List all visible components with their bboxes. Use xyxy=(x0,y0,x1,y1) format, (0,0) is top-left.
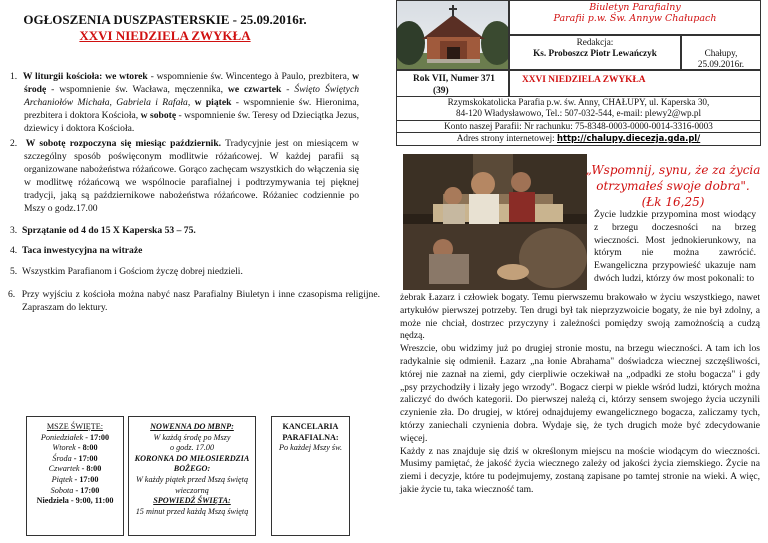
office-title: KANCELARIA PARAFIALNA: xyxy=(282,422,339,442)
nowenna-title: NOWENNA DO MBNP: xyxy=(150,422,234,431)
church-photo xyxy=(396,0,509,70)
mass-row: Środa - 17:00 xyxy=(52,453,98,463)
confession-text: 15 minut przed każdą Mszą świętą xyxy=(135,506,249,516)
issue-date: 25.09.2016r. xyxy=(697,59,745,69)
announcement-heading: W sobotę rozpoczyna się miesiąc październik. xyxy=(25,138,222,149)
announcement-text: - wspomnienie św. Teresy od Dzieciątka Jezus, dziewicy i doktora Kościoła. xyxy=(24,110,359,134)
announcement-text: , xyxy=(187,97,195,108)
announcement-number: 3. xyxy=(10,225,18,236)
announcement-3 xyxy=(10,224,359,237)
announcement-1 xyxy=(10,70,359,135)
announcement-5 xyxy=(10,265,359,278)
quote-reference: (Łk 16,25) xyxy=(641,195,705,209)
website-link[interactable]: http://chalupy.diecezja.gda.pl/ xyxy=(557,133,701,143)
editor-box xyxy=(509,35,681,70)
announcement-heading: Sprzątanie od 4 do 15 X Kaperska 53 – 75. xyxy=(22,225,196,236)
bulletin-name xyxy=(509,0,761,35)
announcement-day: we czwartek xyxy=(227,84,282,95)
announcement-text: - wspomnienie św. Wincentego à Paulo, prezbitera, xyxy=(147,71,353,82)
nowenna-time: o godz. 17.00 xyxy=(169,443,215,453)
office-text: Po każdej Mszy św. xyxy=(278,443,343,453)
announcement-6 xyxy=(8,288,380,314)
masses-box xyxy=(26,416,124,536)
mass-row: Piątek - 17:00 xyxy=(51,474,99,484)
church-icon xyxy=(397,1,509,70)
reflection-paragraph: Każdy z nas znajduje się dziś w określonym miejscu na moście wiodącym do wieczności. Musimy pamiętać, że jakość życia wiecznego zależy od jakości życia ziemskiego. Życie na ziemi i decyzje, które tu podejmujemy, zostaną zapisane po tamtej stronie na wieki. A więc, jakie życie tu, taka wieczność tam. xyxy=(400,445,760,495)
announcement-day: w piątek xyxy=(194,97,232,108)
chaplet-title: KORONKA DO MIŁOSIERDZIA BOŻEGO: xyxy=(134,453,250,474)
announcement-number: 5. xyxy=(10,266,18,277)
issue-week: (39) xyxy=(433,86,449,96)
reflection-intro xyxy=(594,209,756,286)
bulletin-line2: Parafii p.w. Św. Annyw Chałupach xyxy=(553,13,717,24)
parish-contact: 84-120 Władysławowo, Tel.: 507-032-544, e-mail: plewy2@wp.pl xyxy=(455,108,702,118)
mass-sunday: Niedziela - 9:00, 11:00 xyxy=(36,496,114,506)
feast-name: Święto Świętych Archaniołów Michała, Gabriela i Rafała xyxy=(24,84,359,108)
announcement-text: Wszystkim Parafianom i Gościom życzę dobrej niedzieli. xyxy=(22,266,243,277)
issue-box xyxy=(396,70,509,97)
gospel-quote xyxy=(578,162,768,210)
announcement-4 xyxy=(10,244,359,257)
devotions-box xyxy=(128,416,256,536)
announcement-number: 1. xyxy=(10,71,18,82)
masses-title: MSZE ŚWIĘTE: xyxy=(46,422,104,431)
reflection-paragraph: żebrak Łazarz i człowiek bogaty. Temu pierwszemu brakowało w życiu wszystkiego, nawet artykułów pierwszej potrzeby. Ten drugi był tak nieprzyzwoicie bogaty, że nie był zdolny, a może nie chciał, dostrzec przyczyny i zależności pomiędzy swoją zamożnością a cudzą nędzą. xyxy=(400,292,760,342)
issue-number: Rok VII, Numer 371 xyxy=(413,74,495,84)
painting-icon xyxy=(403,154,587,290)
quote-line1: „Wspomnij, synu, że za życia xyxy=(585,163,761,177)
announcement-heading: Taca inwestycyjna na witraże xyxy=(22,245,143,256)
account-info xyxy=(396,121,761,133)
reflection-paragraph: Wreszcie, obu widzimy już po drugiej stronie mostu, na brzegu wieczności. A tam ich los radykalnie się odmienił. Łazarz „na łonie Abrahama" doświadcza wiecznej szczęśliwości, której nie zaznał na ziemi, gdy cierpliwie oczekiwał na „odpadki ze stołu bogacza" i gdy „psy przychodziły i lizały jego wrzody". Bogacz cierpi w piekle wśród ludzi, których można zaliczyć do dwóch kategorii. Do pierwszej należą ci, którzy sensem swojego życia uczynili czynienie zła. Do drugiej, w której odnajdujemy ewangelicznego bogacza, zaliczamy tych, którzy zaniechali czynienia dobra. Wydaje się, że tych drugich może być zdecydowanie więcej. xyxy=(400,343,760,444)
announcement-2 xyxy=(10,137,359,215)
website-label: Adres strony internetowej: xyxy=(456,133,558,143)
announcement-number: 2. xyxy=(10,138,18,149)
place: Chałupy, xyxy=(704,48,738,58)
mass-row: Wtorek - 8:00 xyxy=(52,443,98,453)
quote-line2: otrzymałeś swoje dobra". xyxy=(596,179,750,193)
bulletin-line1: Biuletyn Parafialny xyxy=(589,2,681,13)
announcement-text: Przy wyjściu z kościoła można nabyć nasz Parafialny Biuletyn i inne czasopisma religijne. Zapraszam do lektury. xyxy=(21,289,380,313)
announcement-number: 6. xyxy=(8,289,16,300)
liturgy-heading: W liturgii kościoła: we wtorek xyxy=(22,71,148,82)
sunday-title: XXVI NIEDZIELA ZWYKŁA xyxy=(79,28,251,43)
mass-row: Poniedziałek - 17:00 xyxy=(40,432,110,442)
parish-address: Rzymskokatolicka Parafia p.w. św. Anny, CHAŁUPY, ul. Kaperska 30, xyxy=(447,97,710,107)
announcement-day: w środę xyxy=(24,71,360,95)
parish-info xyxy=(396,97,761,121)
announcement-day: w sobotę xyxy=(140,110,177,121)
website-info xyxy=(396,133,761,146)
editor-name: Ks. Proboszcz Piotr Lewańczyk xyxy=(533,48,657,58)
announcement-text: - xyxy=(281,84,295,95)
chaplet-text: W każdy piątek przed Mszą świętą wieczorną xyxy=(135,474,249,495)
reflection-text: Życie ludzkie przypomina most wiodący z brzegu doczesności na brzeg wieczności. Most jednokierunkowy, na którym nie można zawrócić. Ewangeliczna przypowieść ukazuje nam dwóch ludzi, którzy ów most pokonali: to xyxy=(594,209,756,284)
mass-row: Czwartek - 8:00 xyxy=(48,464,102,474)
office-box xyxy=(271,416,350,536)
announcement-text: - wspomnienie św. Wacława, męczennika, xyxy=(46,84,228,95)
announcements-title: OGŁOSZENIA DUSZPASTERSKIE - 25.09.2016r. xyxy=(23,12,307,27)
confession-title: SPOWIEDŹ ŚWIĘTA: xyxy=(153,496,231,506)
editor-label: Redakcja: xyxy=(576,37,614,47)
nowenna-text: W każdą środę po Mszy xyxy=(153,432,231,442)
announcement-text: Tradycyjnie jest on miesiącem w szczególny sposób poświęconym modlitwie różańcowej. W każdej parafii są organizowane nabożeństwa różańcowe. Gorąco zachęcam wszystkich do włączenia się w modlitwę różańcową we wspólnocie parafialnej i podtrzymywania tej pięknej tradycji, jaką są październikowe nabożeństwa różańcowe. Różaniec codziennie po Mszy o godz.17.00 xyxy=(24,138,359,214)
mass-row: Sobota - 17:00 xyxy=(50,485,100,495)
lazarus-painting xyxy=(403,154,587,290)
account-number: Konto naszej Parafii: Nr rachunku: 75-8348-0003-0000-0014-3316-0003 xyxy=(444,121,713,131)
announcement-text: - wspomnienie św. Hieronima, prezbitera i doktora Kościoła, xyxy=(24,97,360,121)
reflection-body xyxy=(400,292,760,497)
header-sunday-label: XXVI NIEDZIELA ZWYKŁA xyxy=(522,75,646,85)
announcement-number: 4. xyxy=(10,245,18,256)
date-box xyxy=(681,35,761,70)
header-sunday xyxy=(509,70,761,97)
